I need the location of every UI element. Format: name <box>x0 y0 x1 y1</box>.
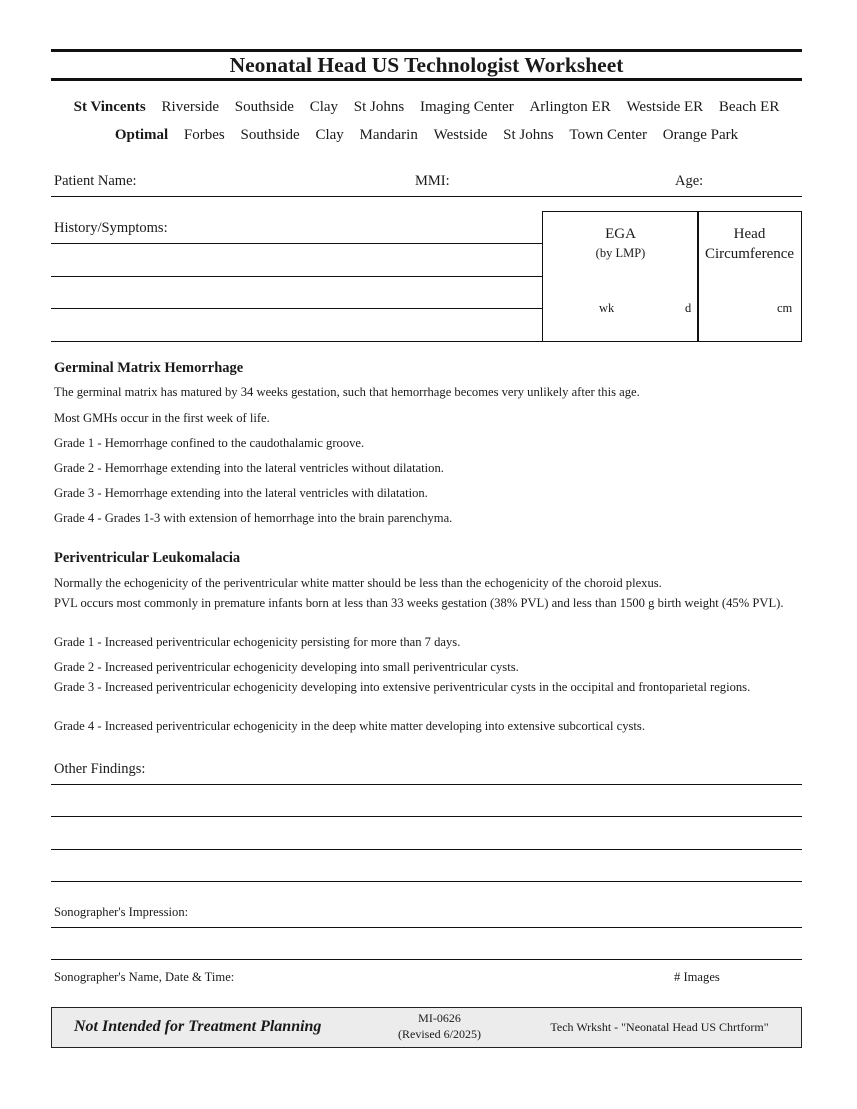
gmh-heading: Germinal Matrix Hemorrhage <box>54 360 244 376</box>
patient-info-field[interactable] <box>51 166 802 196</box>
pvl-line: Grade 1 - Increased periventricular echogenicity persisting for more than 7 days. <box>54 635 461 649</box>
head-circumference-unit: cm <box>777 301 793 315</box>
other-findings-rule <box>51 881 802 882</box>
other-findings-rule <box>51 849 802 850</box>
site-option[interactable]: Forbes <box>183 127 225 143</box>
gmh-line: Grade 3 - Hemorrhage extending into the lateral ventricles with dilatation. <box>54 486 428 500</box>
age-label: Age: <box>675 173 704 189</box>
site-option[interactable]: Orange Park <box>662 127 739 143</box>
treatment-disclaimer: Not Intended for Treatment Planning <box>74 1018 322 1035</box>
patient-info-rule <box>51 196 802 197</box>
site-option[interactable]: Westside <box>433 127 488 143</box>
pvl-line: PVL occurs most commonly in premature infants born at less than 33 weeks gestation (38% PVL) and less than 1500 g birth weight (45% PVL). <box>54 596 784 610</box>
gmh-line: Grade 1 - Hemorrhage confined to the caudothalamic groove. <box>54 436 365 450</box>
ega-weeks-unit: wk <box>599 301 615 315</box>
form-name: Tech Wrksht - "Neonatal Head US Chrtform" <box>550 1020 769 1034</box>
mmi-label: MMI: <box>415 173 450 189</box>
site-option[interactable]: Clay <box>309 99 339 115</box>
title-bottom-rule <box>51 78 802 81</box>
site-option[interactable]: Town Center <box>569 127 648 143</box>
other-findings-rule <box>51 784 802 785</box>
ega-days-unit: d <box>685 301 692 315</box>
site-option[interactable]: Mandarin <box>359 127 418 143</box>
pvl-heading: Periventricular Leukomalacia <box>54 550 241 566</box>
location-row-st-vincents <box>51 99 802 116</box>
history-label: History/Symptoms: <box>54 220 168 236</box>
history-rule <box>51 341 543 342</box>
gmh-line: The germinal matrix has matured by 34 weeks gestation, such that hemorrhage becomes very unlikely after this age. <box>54 385 640 399</box>
site-option[interactable]: Arlington ER <box>529 99 611 115</box>
form-id: MI-0626 <box>418 1011 461 1025</box>
signature-label: Sonographer's Name, Date & Time: <box>54 970 235 984</box>
gmh-line: Grade 2 - Hemorrhage extending into the lateral ventricles without dilatation. <box>54 461 444 475</box>
location-row-optimal <box>51 127 802 144</box>
gmh-line: Most GMHs occur in the first week of life. <box>54 411 270 425</box>
site-option[interactable]: Clay <box>315 127 344 143</box>
site-option[interactable]: Southside <box>240 127 300 143</box>
pvl-line: Normally the echogenicity of the periventricular white matter should be less than the echogenicity of the choroid plexus. <box>54 576 662 590</box>
impression-field[interactable] <box>51 898 802 960</box>
location-group-st-vincents: St Vincents <box>73 99 146 115</box>
history-rule <box>51 308 543 309</box>
other-findings-rule <box>51 816 802 817</box>
ega-subtitle: (by LMP) <box>595 246 646 260</box>
head-circumference-title: Head <box>733 226 766 242</box>
gmh-line: Grade 4 - Grades 1-3 with extension of hemorrhage into the brain parenchyma. <box>54 511 453 525</box>
signature-field[interactable] <box>51 962 802 990</box>
history-rule <box>51 243 543 244</box>
other-findings-field[interactable] <box>51 755 802 883</box>
impression-rule <box>51 927 802 928</box>
patient-name-label: Patient Name: <box>54 173 137 189</box>
site-option[interactable]: St Johns <box>353 99 405 115</box>
site-option[interactable]: Beach ER <box>718 99 780 115</box>
head-circumference-title: Circumference <box>704 246 795 262</box>
images-label: # Images <box>674 970 720 984</box>
pvl-line: Grade 4 - Increased periventricular echogenicity in the deep white matter developing into extensive subcortical cysts. <box>54 719 645 733</box>
pvl-line: Grade 3 - Increased periventricular echogenicity developing into extensive periventricular cysts in the occipital and frontoparietal regions. <box>54 680 751 694</box>
impression-label: Sonographer's Impression: <box>54 905 189 919</box>
site-option[interactable]: Southside <box>234 99 294 115</box>
site-option[interactable]: Riverside <box>161 99 220 115</box>
page-title: Neonatal Head US Technologist Worksheet <box>229 53 624 77</box>
title-top-rule <box>51 49 802 52</box>
footer-bar <box>51 1007 802 1048</box>
form-revision: (Revised 6/2025) <box>398 1027 481 1041</box>
impression-rule <box>51 959 802 960</box>
ega-title: EGA <box>605 226 636 242</box>
other-findings-label: Other Findings: <box>54 761 146 777</box>
history-rule <box>51 276 543 277</box>
pvl-line: Grade 2 - Increased periventricular echogenicity developing into small periventricular cysts. <box>54 660 519 674</box>
location-group-optimal: Optimal <box>114 127 169 143</box>
site-option[interactable]: Westside ER <box>626 99 704 115</box>
site-option[interactable]: Imaging Center <box>419 99 514 115</box>
site-option[interactable]: St Johns <box>503 127 554 143</box>
